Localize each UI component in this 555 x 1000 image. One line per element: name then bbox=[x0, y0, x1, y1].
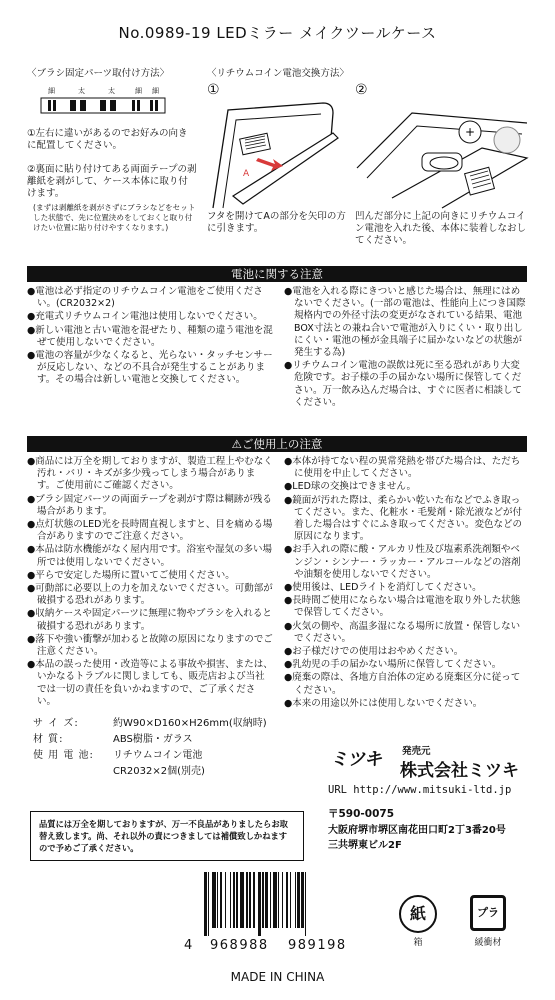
brush-step2: ②裏面に貼り付けてある両面テープの剥離紙を剥がして、ケース本体に取り付けます。 bbox=[27, 164, 197, 199]
paper-recycle-mark bbox=[398, 895, 438, 948]
spec-value: 約W90×D160×H26mm(収納時) bbox=[113, 718, 267, 729]
note-item: ●使用後は、LEDライトを消灯してください。 bbox=[284, 582, 482, 594]
note-item: ●長時間ご使用にならない場合は電池を取り外した状態で保管してください。 bbox=[284, 595, 521, 619]
page-title: No.0989-19 LEDミラー メイクツールケース bbox=[118, 24, 437, 42]
note-item: ●本品は防水機能がなく屋内用です。浴室や湿気の多い場所では使用しないでください。 bbox=[27, 544, 273, 568]
note-item: ●可動部に必要以上の力を加えないでください。可動部が破損する恐れがあります。 bbox=[27, 583, 273, 607]
note-item: ●火気の側や、高温多湿になる場所に放置・保管しないでください。 bbox=[284, 620, 521, 644]
note-item: ●本来の用途以外には使用しないでください。 bbox=[284, 697, 483, 709]
note-item: ●廃棄の際は、各地方自治体の定める廃棄区分に従ってください。 bbox=[284, 672, 521, 696]
plus-sign: + bbox=[465, 125, 476, 139]
barcode-bars bbox=[204, 872, 364, 936]
spec-value: ABS樹脂・ガラス bbox=[113, 734, 193, 745]
plastic-recycle-label: 緩衝材 bbox=[474, 938, 502, 948]
step2-number: ② bbox=[355, 82, 368, 98]
note-item: ●電池の容量が少なくなると、光らない・タッチセンサーが反応しない、などの不具合が発生することがあります。その場合は新しい電池と交換してください。 bbox=[27, 350, 273, 386]
battery-notes-right bbox=[284, 286, 528, 410]
plastic-recycle-icon: プラ bbox=[470, 895, 506, 931]
usage-notes-heading: ⚠ご使用上の注意 bbox=[27, 436, 527, 452]
battery-step2-illustration bbox=[352, 98, 532, 210]
note-item: ●お手入れの際に酸・アルカリ性及び塩素系洗剤類やベンジン・シンナー・ラッカー・アルコールなどの溶剤や油類を使用しないでください。 bbox=[284, 544, 521, 580]
note-item: ●充電式リチウムコイン電池は使用しないでください。 bbox=[27, 311, 263, 323]
guide-label: 細 bbox=[135, 87, 142, 95]
battery-notes-left bbox=[27, 286, 273, 388]
battery-section-heading: 〈リチウムコイン電池交換方法〉 bbox=[207, 68, 349, 79]
paper-recycle-label: 箱 bbox=[413, 938, 423, 948]
plastic-recycle-mark bbox=[458, 895, 518, 948]
spec-label: サ イ ズ: bbox=[33, 718, 79, 729]
guide-label: 太 bbox=[78, 87, 85, 95]
brush-guide bbox=[40, 86, 166, 120]
brush-section-heading: 〈ブラシ固定パーツ取付け方法〉 bbox=[27, 68, 170, 79]
barcode-bar bbox=[306, 872, 310, 936]
note-item: ●本品の誤った使用・改造等による事故や損害、または、いかなるトラブルに関しましても、販売店および当社では一切の責任を負いかねますので、ご了承ください。 bbox=[27, 659, 273, 707]
step1-number: ① bbox=[207, 82, 220, 98]
note-item: ●乳幼児の手の届かない場所に保管してください。 bbox=[284, 659, 502, 671]
battery-notes-heading: 電池に関する注意 bbox=[27, 266, 527, 282]
spec-label: 材 質: bbox=[33, 734, 64, 745]
seller-url: URL http://www.mitsuki-ltd.jp bbox=[328, 784, 512, 796]
spec-row bbox=[33, 748, 313, 764]
usage-notes-left bbox=[27, 456, 273, 709]
note-item: ●鏡面が汚れた際は、柔らかい乾いた布などでふき取ってください。また、化粧水・毛髪剤・除光液などが付着した場合はすぐにふき取ってください。変色などの原因になります。 bbox=[284, 494, 523, 543]
brush-holder-icon bbox=[40, 96, 166, 116]
seller-address2: 三共堺東ビル2F bbox=[328, 840, 402, 851]
note-item: ●LED球の交換はできません。 bbox=[284, 481, 416, 493]
note-item: ●お子様だけでの使用はおやめください。 bbox=[284, 646, 464, 658]
note-item: ●新しい電池と古い電池を混ぜたり、種類の違う電池を混ぜて使用しないでください。 bbox=[27, 324, 273, 348]
spec-row bbox=[33, 764, 313, 780]
barcode-group2: 989198 bbox=[288, 938, 347, 953]
note-item: ●平らで安定した場所に置いてご使用ください。 bbox=[27, 569, 235, 581]
spec-value: リチウムコイン電池 bbox=[113, 750, 203, 761]
spec-row bbox=[33, 732, 313, 748]
spec-row bbox=[33, 716, 313, 732]
battery-step2-text: 凹んだ部分に上記の向きにリチウムコイン電池を入れた後、本体に装着しなおしてください。 bbox=[355, 211, 527, 246]
spec-label: 使 用 電 池: bbox=[33, 750, 94, 761]
spec-value: CR2032×2個(別売) bbox=[113, 766, 205, 777]
spec-list bbox=[33, 716, 313, 780]
note-item: ●電池は必ず指定のリチウムコイン電池をご使用ください。(CR2032×2) bbox=[27, 286, 263, 310]
made-in: MADE IN CHINA bbox=[230, 970, 325, 984]
note-item: ●本体が持てない程の異常発熱を帯びた場合は、ただちに使用を中止してください。 bbox=[284, 456, 521, 480]
label-a: A bbox=[243, 169, 250, 179]
mitsuki-logo: ミツキ bbox=[330, 749, 381, 770]
battery-step1-illustration bbox=[203, 98, 348, 210]
seller-label: 発売元 bbox=[402, 746, 431, 757]
barcode bbox=[184, 872, 368, 968]
quality-note-box: 品質には万全を期しておりますが、万一不良品がありましたらお取替え致します。尚、それ以外の責につきましては補償致しかねますので予めご了承ください。 bbox=[30, 811, 304, 861]
note-item: ●落下や強い衝撃が加わると故障の原因になりますのでご注意ください。 bbox=[27, 633, 273, 658]
guide-label: 細 bbox=[48, 87, 55, 95]
note-item: ●商品には万全を期しておりますが、製造工程上やむなく汚れ・バリ・キズが多少残ってしまう場合があります。ご使用前にご確認ください。 bbox=[27, 456, 273, 492]
seller-address1: 大阪府堺市堺区南花田口町2丁3番20号 bbox=[328, 825, 506, 836]
battery-step1-text: フタを開けてAの部分を矢印の方に引きます。 bbox=[207, 211, 346, 234]
paper-recycle-icon: 紙 bbox=[399, 895, 437, 933]
barcode-group1: 968988 bbox=[210, 938, 269, 953]
guide-label: 太 bbox=[108, 87, 115, 95]
seller-company: 株式会社ミツキ bbox=[400, 761, 519, 781]
seller-logo-block bbox=[330, 743, 530, 779]
note-item: ●ブラシ固定パーツの両面テープを剥がす際は糊跡が残る場合があります。 bbox=[27, 493, 272, 517]
brush-note: (まずは剥離紙を剥がさずにブラシなどをセットした状態で、先に位置決めをしておくと取り付けたい位置に貼り付けやすくなります。) bbox=[33, 203, 196, 232]
usage-notes-right bbox=[284, 456, 528, 711]
note-item: ●リチウムコイン電池の誤飲は死に至る恐れがあり大変危険です。お子様の手の届かない場所に保管してください。万一飲み込んだ場合は、すぐに医者に相談してください。 bbox=[284, 360, 523, 408]
note-item: ●電池を入れる際にきついと感じた場合は、無理にはめないでください。(一部の電池は、性能向上につき国際規格内での外径寸法の変更がなされている結果、電池BOX寸法との兼ね合いで電池が入りにくい・取り出しにくい・電池の極が金具端子に届かないなどの状態が発生する為) bbox=[284, 286, 526, 359]
guide-label: 細 bbox=[152, 87, 159, 95]
note-item: ●点灯状態のLED光を長時間直視しますと、目を痛める場合がありますのでご注意ください。 bbox=[27, 519, 273, 543]
note-item: ●収納ケースや固定パーツに無理に物やブラシを入れると破損する恐れがあります。 bbox=[27, 608, 272, 632]
brush-step1: ①左右に違いがあるのでお好みの向きに配置してください。 bbox=[27, 128, 188, 151]
seller-postal: 〒590-0075 bbox=[328, 808, 394, 820]
barcode-first-digit: 4 bbox=[184, 938, 193, 953]
